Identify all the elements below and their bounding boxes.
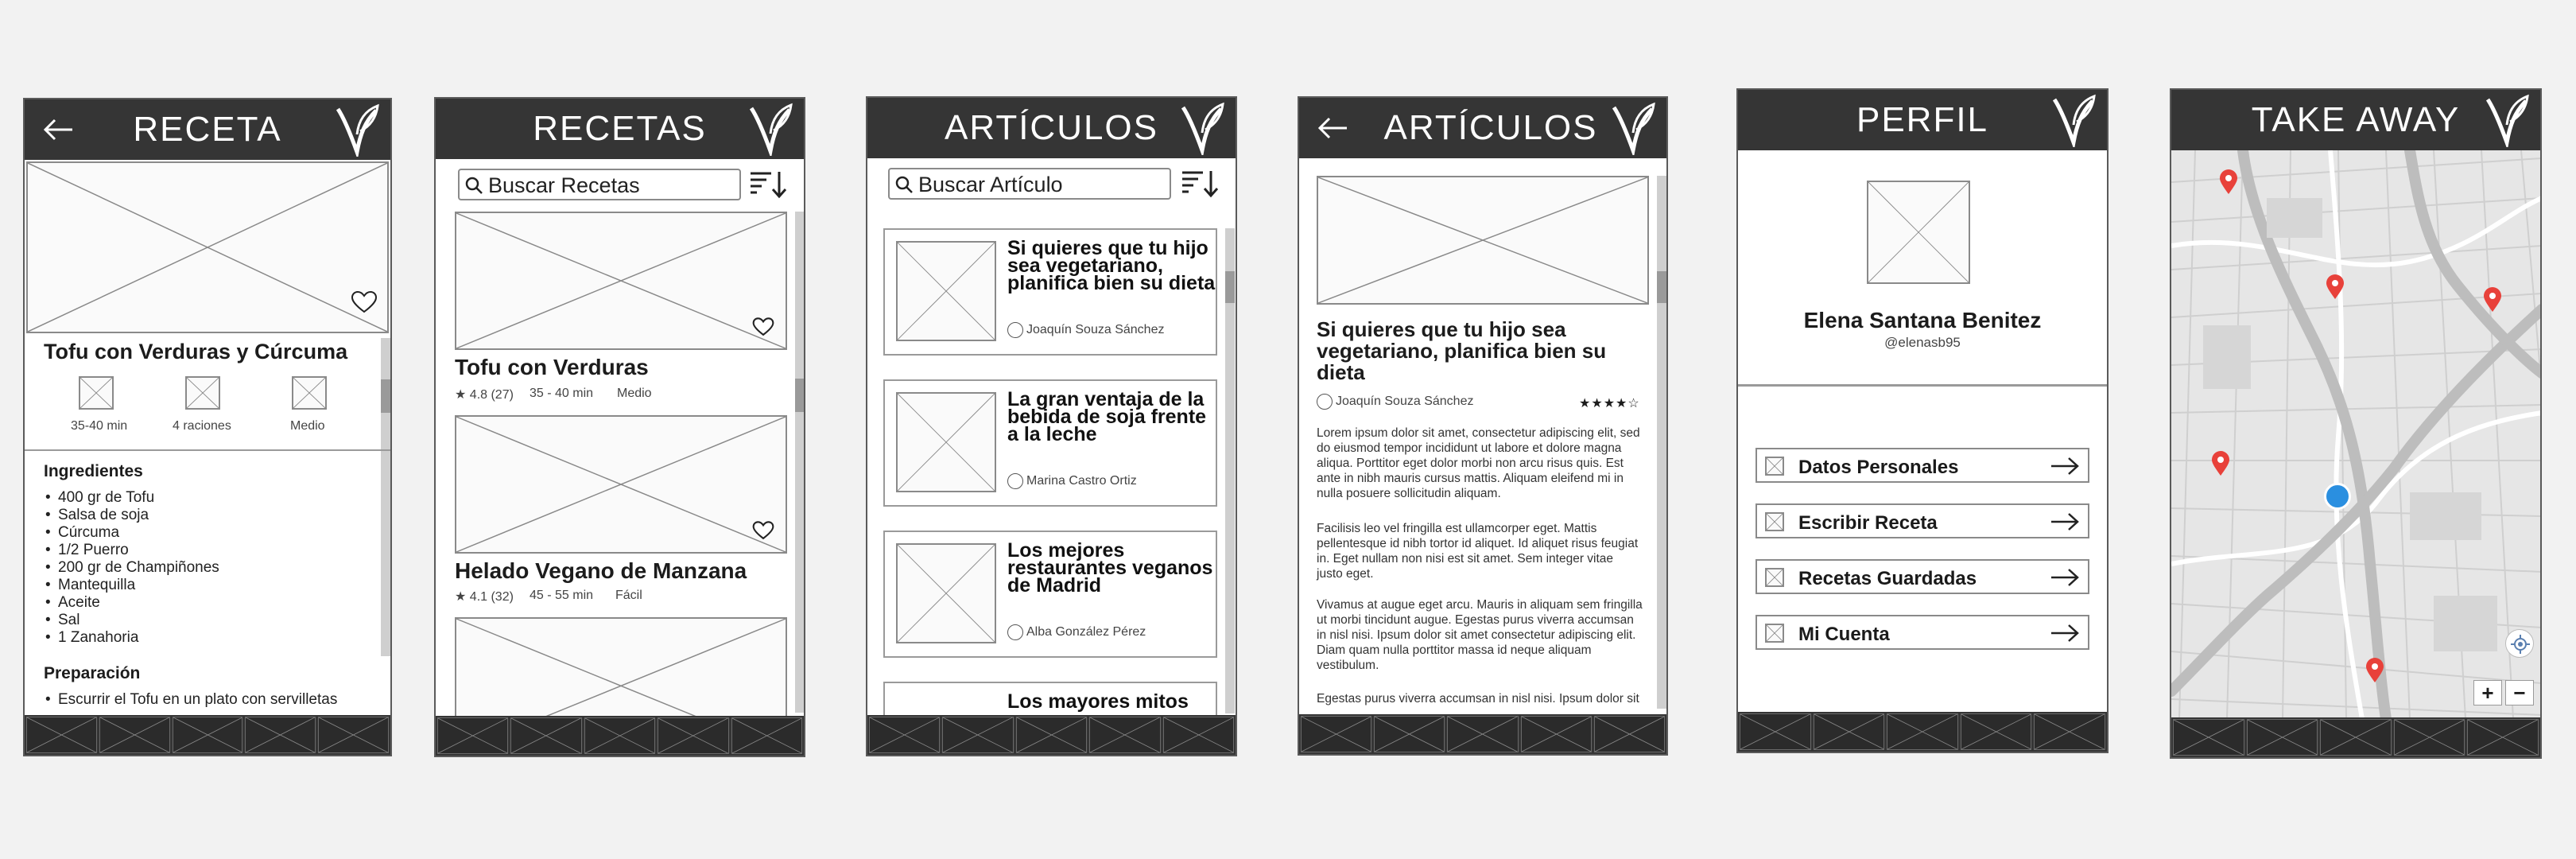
header <box>1299 98 1666 158</box>
page-title: ARTÍCULOS <box>944 108 1159 147</box>
author-name: Joaquín Souza Sánchez <box>1336 395 1474 409</box>
recipe-name[interactable]: Helado Vegano de Manzana <box>455 558 747 583</box>
avatar[interactable] <box>1867 181 1970 284</box>
time-icon-placeholder <box>79 376 114 410</box>
article-author <box>1007 322 1164 338</box>
page-title: TAKE AWAY <box>2251 100 2461 139</box>
article-thumb-placeholder <box>896 392 996 492</box>
search-input[interactable] <box>888 168 1171 200</box>
servings-label: 4 raciones <box>173 419 231 433</box>
scrollbar-thumb[interactable] <box>1657 271 1666 303</box>
map-pin-icon[interactable] <box>2365 658 2384 683</box>
menu-item-label: Recetas Guardadas <box>1798 568 1977 589</box>
menu-item-label: Datos Personales <box>1798 457 1959 478</box>
bottom-nav <box>1299 714 1666 754</box>
back-arrow-icon[interactable] <box>1315 112 1350 144</box>
recipe-image-placeholder <box>26 161 389 333</box>
menu-item-recetas-guardadas[interactable] <box>1755 559 2089 594</box>
recipe-level: Fácil <box>615 589 642 602</box>
page-title: RECETA <box>133 110 282 149</box>
list-item: • Sal <box>44 612 219 629</box>
list-item: • 1/2 Puerro <box>44 542 219 559</box>
list-item: • Salsa de soja <box>44 507 219 524</box>
list-item: • Cúrcuma <box>44 524 219 542</box>
nav-item[interactable] <box>1089 717 1160 753</box>
profile-name: Elena Santana Benitez <box>1803 308 2042 332</box>
article-author <box>1007 624 1146 640</box>
nav-item[interactable] <box>2034 713 2105 750</box>
search-icon <box>894 175 914 194</box>
scrollbar-thumb[interactable] <box>1225 271 1235 303</box>
difficulty-label: Medio <box>290 419 325 433</box>
map-pin-icon[interactable] <box>2211 451 2230 476</box>
nav-item[interactable] <box>1447 716 1518 752</box>
recipe-time: 35 - 40 min <box>530 387 594 400</box>
nav-item[interactable] <box>437 717 508 754</box>
recipe-image-placeholder[interactable] <box>455 617 787 721</box>
article-thumb-placeholder <box>896 543 996 643</box>
list-item: • 1 Zanahoria <box>44 629 219 647</box>
arrow-right-icon <box>2050 623 2080 643</box>
menu-item-label: Escribir Receta <box>1798 512 1938 534</box>
menu-item-mi-cuenta[interactable] <box>1755 615 2089 650</box>
nav-item[interactable] <box>2467 719 2539 756</box>
scrollbar[interactable] <box>1657 176 1666 709</box>
bottom-nav <box>25 715 390 755</box>
bottom-nav <box>867 715 1236 755</box>
locate-button[interactable] <box>2505 629 2534 658</box>
nav-item[interactable] <box>1887 713 1958 750</box>
author-name: Alba González Pérez <box>1026 625 1146 639</box>
scrollbar[interactable] <box>795 212 805 713</box>
article-title: Los mejores restaurantes veganos de Madrid <box>1007 539 1213 597</box>
article-paragraph: Egestas purus viverra accumsan in nisl nisi. Ipsum dolor sit <box>1317 692 1639 705</box>
map-streets[interactable] <box>2171 150 2542 719</box>
recipe-level: Medio <box>617 387 652 400</box>
nav-item[interactable] <box>1521 716 1592 752</box>
author-avatar-icon <box>1317 394 1333 410</box>
sort-icon[interactable] <box>1181 168 1220 200</box>
screen-recetas <box>434 97 805 757</box>
vegan-logo-icon <box>747 102 796 156</box>
favorite-heart-icon[interactable] <box>752 520 774 541</box>
recipe-rating: ★ 4.8 (27) <box>455 388 514 402</box>
author-name: Joaquín Souza Sánchez <box>1026 323 1165 337</box>
nav-item[interactable] <box>1163 717 1234 753</box>
arrow-right-icon <box>2050 511 2080 532</box>
recipe-time: 45 - 55 min <box>530 589 594 602</box>
map-pin-icon[interactable] <box>2219 169 2238 195</box>
nav-item[interactable] <box>1594 716 1665 752</box>
preparation-heading: Preparación <box>44 664 141 682</box>
profile-handle: @elenasb95 <box>1884 335 1961 350</box>
nav-item[interactable] <box>2247 719 2318 756</box>
nav-item[interactable] <box>318 717 389 753</box>
page-title: PERFIL <box>1856 100 1989 139</box>
list-item: • 200 gr de Champiñones <box>44 559 219 577</box>
menu-item-datos-personales[interactable] <box>1755 448 2089 483</box>
header <box>25 99 390 160</box>
header <box>2171 90 2540 150</box>
nav-item[interactable] <box>245 717 316 753</box>
screen-take-away <box>2170 88 2542 759</box>
nav-item[interactable] <box>1740 713 1811 750</box>
vegan-logo-icon <box>333 103 382 157</box>
vegan-logo-icon <box>1609 101 1658 155</box>
list-item: • 400 gr de Tofu <box>44 489 219 507</box>
vegan-logo-icon <box>1178 101 1228 155</box>
article-rating-stars: ★★★★☆ <box>1579 397 1640 410</box>
list-item: • Mantequilla <box>44 577 219 594</box>
screen-articulo-detalle <box>1298 96 1668 756</box>
article-paragraph: Vivamus at augue eget arcu. Mauris in aliquam sem fringilla ut morbi tincidunt augue. Egestas purus viverra accumsan in nisl nisi. Ipsum dolor sit amet consectetur adipiscing elit. Diam quam nulla porttitor massa id neque aliquam vestibulum. <box>1317 598 1643 672</box>
map[interactable] <box>2171 150 2542 719</box>
nav-item[interactable] <box>2320 719 2392 756</box>
ingredients-heading: Ingredientes <box>44 462 143 480</box>
author-avatar-icon <box>1007 473 1023 489</box>
search-placeholder: Buscar Recetas <box>488 173 640 197</box>
page-title: ARTÍCULOS <box>1383 108 1598 147</box>
nav-item[interactable] <box>2394 719 2465 756</box>
vegan-logo-icon <box>2483 93 2532 147</box>
article-author <box>1007 473 1137 489</box>
divider <box>25 449 390 451</box>
article-author <box>1317 394 1473 410</box>
nav-item[interactable] <box>2173 719 2244 756</box>
bottom-nav <box>436 716 804 756</box>
menu-item-icon <box>1765 457 1784 476</box>
steps-list <box>44 691 337 709</box>
back-arrow-icon[interactable] <box>41 114 76 146</box>
article-card[interactable] <box>883 228 1217 356</box>
nav-item[interactable] <box>584 717 655 754</box>
article-paragraph: Lorem ipsum dolor sit amet, consectetur adipiscing elit, sed do eiusmod tempor incididunt ut labore et dolore magna aliqua. Porttitor eget dolor morbi non arcu risus quis. Est ante in nibh mauris cursus mattis. Aliquam eleifend mi in nulla posuere sollicitudin aliquam. <box>1317 426 1640 500</box>
bottom-nav <box>1738 712 2107 752</box>
menu-item-escribir-receta[interactable] <box>1755 503 2089 538</box>
map-pin-icon[interactable] <box>2483 287 2502 313</box>
article-title: Si quieres que tu hijo sea vegetariano, planifica bien su dieta <box>1317 317 1607 384</box>
crosshair-icon <box>2506 630 2535 659</box>
map-pin-icon[interactable] <box>2326 274 2345 300</box>
nav-item[interactable] <box>731 717 802 754</box>
article-title: Si quieres que tu hijo sea vegetariano, planifica bien su dieta <box>1007 237 1216 294</box>
nav-item[interactable] <box>173 717 243 753</box>
author-avatar-icon <box>1007 624 1023 640</box>
recipe-image-placeholder[interactable] <box>455 212 787 350</box>
servings-icon-placeholder <box>185 376 220 410</box>
nav-item[interactable] <box>510 717 581 754</box>
screen-articulos <box>866 96 1237 756</box>
recipe-name: Tofu con Verduras y Cúrcuma <box>44 340 348 363</box>
list-item: • Aceite <box>44 594 219 612</box>
nav-item[interactable] <box>869 717 940 753</box>
nav-item[interactable] <box>26 717 97 753</box>
scrollbar-thumb[interactable] <box>795 379 805 412</box>
arrow-right-icon <box>2050 456 2080 476</box>
search-input[interactable] <box>458 169 741 200</box>
recipe-name[interactable]: Tofu con Verduras <box>455 355 649 379</box>
header <box>867 98 1236 158</box>
menu-item-icon <box>1765 624 1784 643</box>
favorite-heart-icon[interactable] <box>351 290 378 314</box>
article-card[interactable] <box>883 379 1217 507</box>
zoom-in-button[interactable]: + <box>2473 680 2502 705</box>
bottom-nav <box>2171 717 2540 757</box>
scrollbar-thumb[interactable] <box>381 379 390 413</box>
page-title: RECETAS <box>533 109 707 148</box>
ingredients-list <box>44 489 219 647</box>
vegan-logo-icon <box>2050 93 2099 147</box>
author-avatar-icon <box>1007 322 1023 338</box>
header <box>436 99 804 159</box>
menu-item-icon <box>1765 568 1784 587</box>
nav-item[interactable] <box>1374 716 1445 752</box>
nav-item[interactable] <box>1961 713 2032 750</box>
zoom-out-button[interactable]: − <box>2505 680 2534 705</box>
recipe-rating: ★ 4.1 (32) <box>455 590 514 604</box>
sort-icon[interactable] <box>749 169 789 200</box>
screen-perfil <box>1736 88 2109 753</box>
article-thumb-placeholder <box>896 241 996 341</box>
author-name: Marina Castro Ortiz <box>1026 474 1137 488</box>
difficulty-icon-placeholder <box>292 376 327 410</box>
article-title: La gran ventaja de la bebida de soja frente a la leche <box>1007 388 1207 445</box>
current-location-dot <box>2324 483 2351 510</box>
nav-item[interactable] <box>99 717 170 753</box>
article-card[interactable] <box>883 531 1217 658</box>
header <box>1738 90 2107 150</box>
article-paragraph: Facilisis leo vel fringilla est ullamcorper eget. Mattis pellentesque id nibh tortor id aliquet. Id aliquet risus feugiat in. Eget nullam non nisi est sit amet. Sem integer vitae justo eget. <box>1317 522 1639 581</box>
nav-item[interactable] <box>1301 716 1371 752</box>
article-image-placeholder <box>1317 176 1649 305</box>
time-label: 35-40 min <box>71 419 128 433</box>
nav-item[interactable] <box>1016 717 1087 753</box>
recipe-image-placeholder[interactable] <box>455 415 787 554</box>
menu-item-icon <box>1765 512 1784 531</box>
article-title: Los mayores mitos <box>1007 690 1189 713</box>
menu-item-label: Mi Cuenta <box>1798 624 1890 645</box>
search-placeholder: Buscar Artículo <box>918 173 1063 196</box>
divider <box>1738 384 2107 387</box>
nav-item[interactable] <box>1814 713 1885 750</box>
screen-receta <box>23 98 392 756</box>
nav-item[interactable] <box>942 717 1013 753</box>
nav-item[interactable] <box>658 717 728 754</box>
arrow-right-icon <box>2050 567 2080 588</box>
list-item: • Escurrir el Tofu en un plato con servilletas <box>44 691 337 709</box>
favorite-heart-icon[interactable] <box>752 317 774 337</box>
search-icon <box>464 176 483 195</box>
